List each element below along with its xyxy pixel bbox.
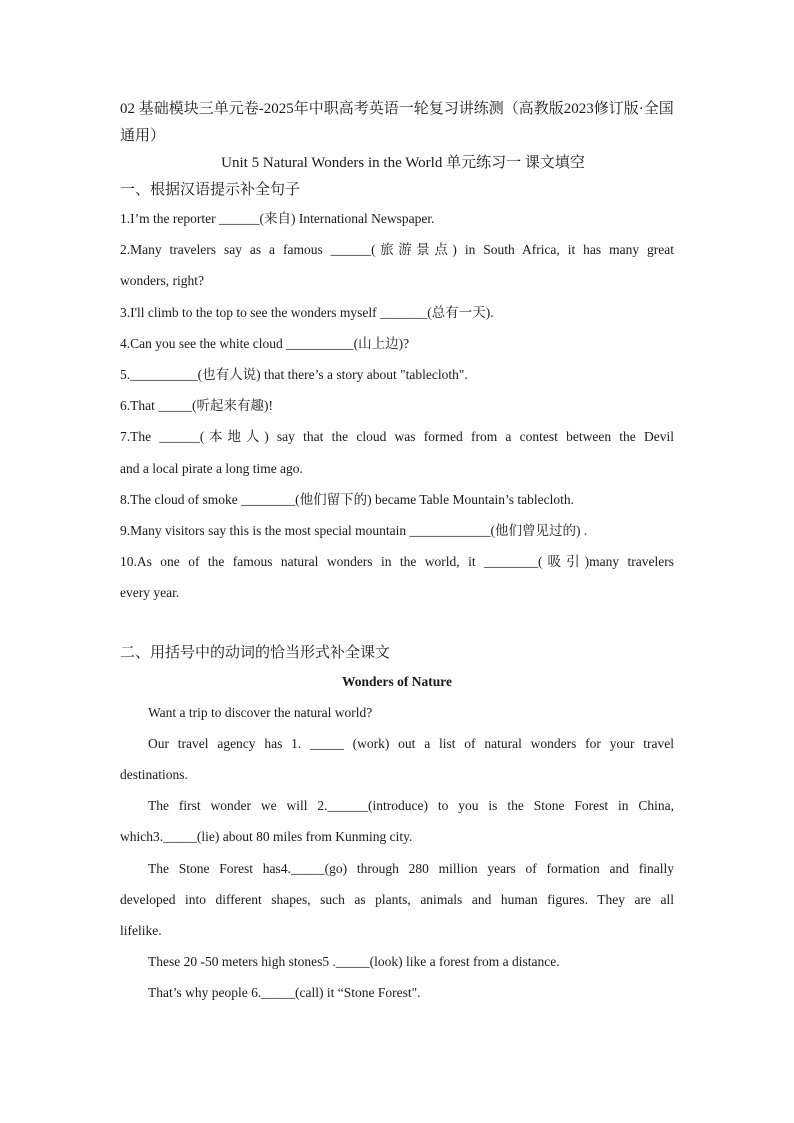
exercise-line: every year. <box>120 585 180 601</box>
exercise-line: 2.Many travelers say as a famous ______(旅游景点) in South Africa, it has many great <box>120 242 674 258</box>
document-title: 02 基础模块三单元卷-2025年中职高考英语一轮复习讲练测（高教版2023修订版·全国通用） <box>120 101 674 144</box>
document-page <box>120 96 674 1009</box>
article-line: developed into different shapes, such as plants, animals and human figures. They are all <box>120 891 674 907</box>
exercise-line: 9.Many visitors say this is the most special mountain ____________(他们曾见过的) . <box>120 523 588 539</box>
exercise-line: 7.The ______(本地人) say that the cloud was formed from a contest between the Devil <box>120 429 674 445</box>
exercise-line: 4.Can you see the white cloud __________(山上边)? <box>120 335 410 351</box>
exercise-line: 5.__________(也有人说) that there’s a story about "tablecloth". <box>120 367 468 383</box>
article-line: The Stone Forest has4._____(go) through 280 million years of formation and finally <box>148 860 674 876</box>
article-line: Our travel agency has 1. _____ (work) out a list of natural wonders for your travel <box>148 735 674 751</box>
article-line: destinations. <box>120 767 188 783</box>
article-line: Want a trip to discover the natural world? <box>148 704 373 720</box>
exercise-line: 8.The cloud of smoke ________(他们留下的) became Table Mountain’s tablecloth. <box>120 491 574 507</box>
section-2-heading: 二、用括号中的动词的恰当形式补全课文 <box>120 644 391 661</box>
article-line: That’s why people 6._____(call) it “Stone Forest". <box>148 985 421 1001</box>
section-1-heading: 一、根据汉语提示补全句子 <box>120 182 301 198</box>
exercise-line: 1.I’m the reporter ______(来自) International Newspaper. <box>120 211 435 226</box>
article-line: The first wonder we will 2.______(introduce) to you is the Stone Forest in China, <box>148 798 674 814</box>
section-spacer <box>120 609 674 640</box>
exercise-line: 10.As one of the famous natural wonders in the world, it ________(吸引)many travelers <box>120 554 674 570</box>
article-line: lifelike. <box>120 923 162 939</box>
article-line: These 20 -50 meters high stones5 ._____(look) like a forest from a distance. <box>148 954 560 970</box>
exercise-line: wonders, right? <box>120 273 204 289</box>
exercise-line: 6.That _____(听起来有趣)! <box>120 398 273 414</box>
exercise-line: and a local pirate a long time ago. <box>120 460 303 476</box>
article-title: Wonders of Nature <box>342 673 452 689</box>
exercise-line: 3.I'll climb to the top to see the wonders myself _______(总有一天). <box>120 304 494 320</box>
unit-title: Unit 5 Natural Wonders in the World 单元练习一 课文填空 <box>221 155 585 171</box>
article-line: which3._____(lie) about 80 miles from Kunming city. <box>120 829 413 845</box>
